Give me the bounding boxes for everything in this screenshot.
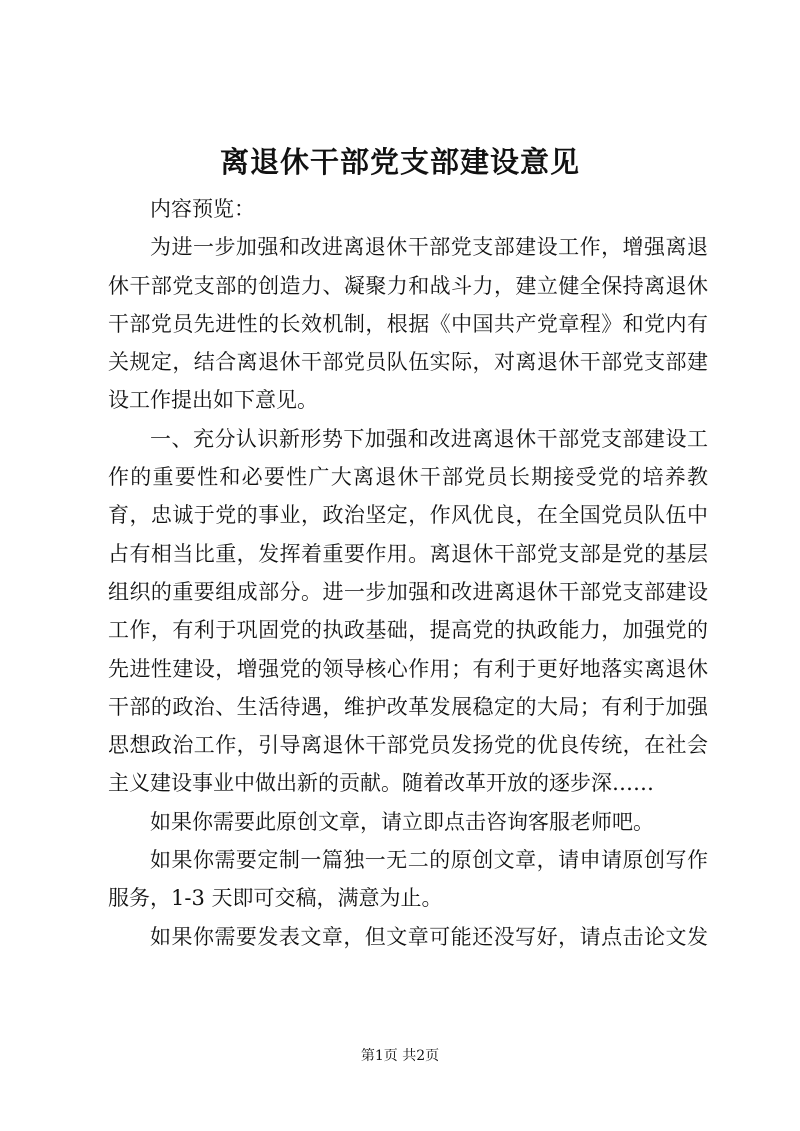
preview-label: 内容预览：: [150, 197, 255, 221]
page-number-footer: 第1页 共2页: [360, 1048, 440, 1064]
promo-line: 如果你需要定制一篇独一无二的原创文章，请申请原创写作: [150, 848, 708, 873]
body-line: 思想政治工作，引导离退休干部党员发扬党的优良传统，在社会: [108, 733, 708, 758]
body-line: 设工作提出如下意见。: [108, 388, 318, 413]
body-line: 干部党员先进性的长效机制，根据《中国共产党章程》和党内有: [108, 311, 708, 336]
body-line: 占有相当比重，发挥着重要作用。离退休干部党支部是党的基层: [108, 541, 708, 566]
promo-line: 如果你需要发表文章，但文章可能还没写好，请点击论文发: [150, 924, 708, 949]
document-body: [108, 190, 708, 956]
section-heading-line: 一、充分认识新形势下加强和改进离退休干部党支部建设工: [150, 426, 708, 451]
promo-line: 如果你需要此原创文章，请立即点击咨询客服老师吧。: [150, 809, 654, 834]
body-line: 干部的政治、生活待遇，维护改革发展稳定的大局；有利于加强: [108, 694, 708, 719]
promo-line: 服务，1-3 天即可交稿，满意为止。: [108, 886, 443, 911]
body-line: 作的重要性和必要性广大离退休干部党员长期接受党的培养教: [108, 465, 708, 490]
body-line: 主义建设事业中做出新的贡献。随着改革开放的逐步深……: [108, 771, 654, 796]
body-line: 休干部党支部的创造力、凝聚力和战斗力，建立健全保持离退休: [108, 273, 708, 298]
body-line: 为进一步加强和改进离退休干部党支部建设工作，增强离退: [150, 235, 708, 260]
body-line: 育，忠诚于党的事业，政治坚定，作风优良，在全国党员队伍中: [108, 503, 708, 528]
body-line: 先进性建设，增强党的领导核心作用；有利于更好地落实离退休: [108, 656, 708, 681]
document-title: 离退休干部党支部建设意见: [219, 145, 580, 179]
body-line: 关规定，结合离退休干部党员队伍实际，对离退休干部党支部建: [108, 350, 708, 375]
body-line: 组织的重要组成部分。进一步加强和改进离退休干部党支部建设: [108, 579, 708, 604]
body-line: 工作，有利于巩固党的执政基础，提高党的执政能力，加强党的: [108, 618, 708, 643]
